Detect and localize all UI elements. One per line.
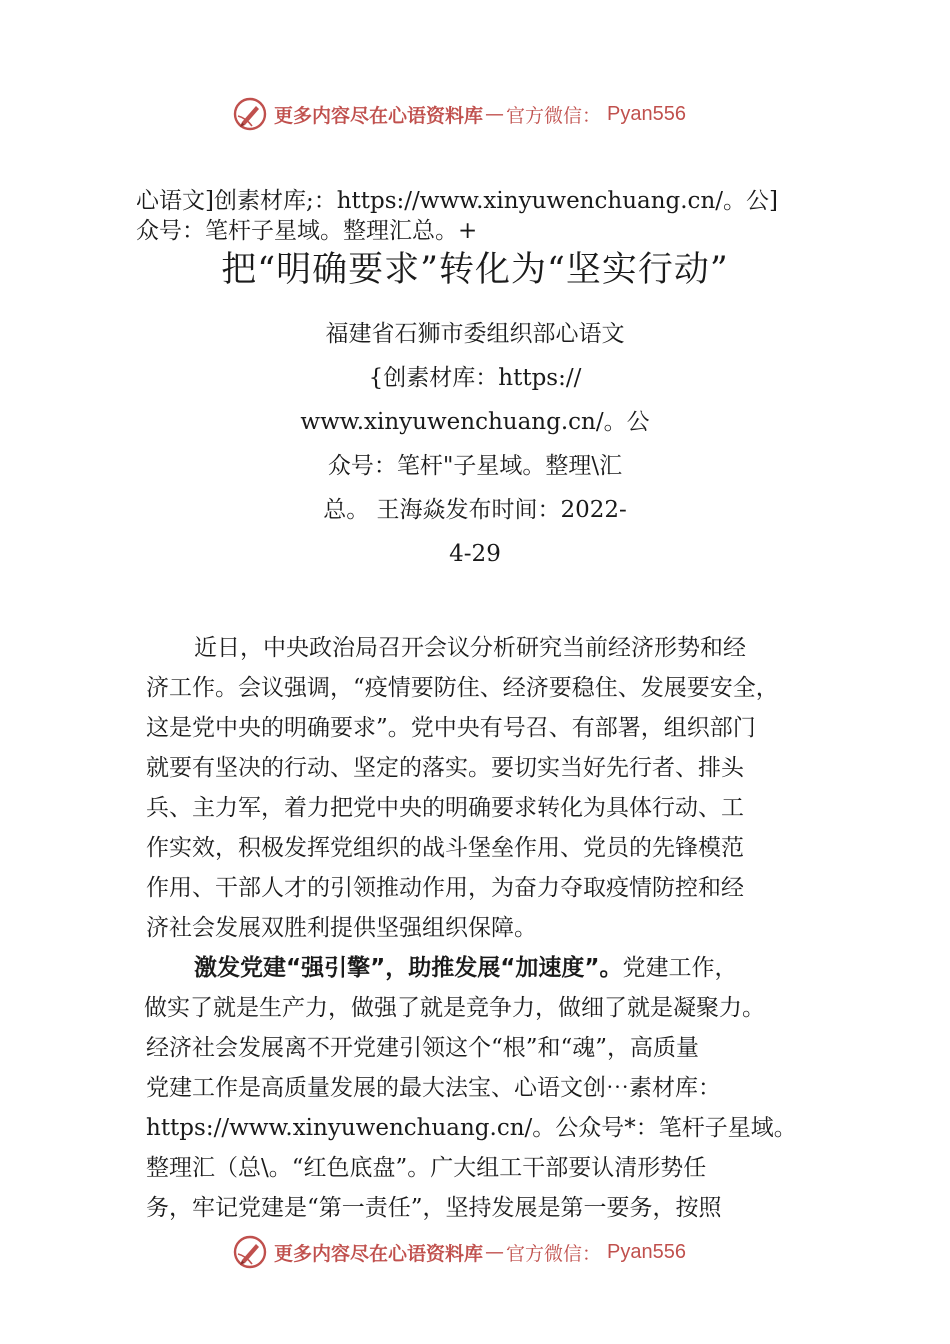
paragraph-2-line: 做实了就是生产力，做强了就是竞争力，做细了就是凝聚力。 [144,995,765,1021]
paragraph-2-heading: 激发党建“强引擎”，助推发展“加速度”。 [194,955,623,981]
paragraph-2-first-rest: 党建工作， [622,955,738,981]
banner-wechat-id: Pyan556 [607,102,686,125]
paragraph-1-line: 济工作。会议强调，“疫情要防住、经济要稳住、发展要安全， [146,675,779,701]
paragraph-1-line: 作实效，积极发挥党组织的战斗堡垒作用、党员的先锋模范 [146,835,744,861]
meta-line: www.xinyuwenchuang.cn/。公 [300,409,650,435]
paragraph-1-line: 就要有坚决的行动、坚定的落实。要切实当好先行者、排头 [146,755,744,781]
meta-line: {创素材库：https:// [368,365,582,391]
paragraph-1-line: 作用、干部人才的引领推动作用，为奋力夺取疫情防控和经 [146,875,744,901]
paragraph-1-line: 这是党中央的明确要求”。党中央有号召、有部署，组织部门 [146,715,756,741]
meta-line: 福建省石狮市委组织部心语文 [325,321,625,347]
paragraph-2-line: 经济社会发展离不开党建引领这个“根”和“魂”，高质量 [146,1035,700,1061]
header-line-2: 众号：笔杆子星域。整理汇总。+ [136,218,478,244]
paragraph-1-line: 近日，中央政治局召开会议分析研究当前经济形势和经 [194,635,746,661]
meta-line: 总。 王海焱发布时间：2022- [323,497,627,523]
banner-separator: — [485,1241,505,1263]
paragraph-2-line: https://www.xinyuwenchuang.cn/。公众号*：笔杆子星域。 [146,1115,797,1141]
meta-line: 众号：笔杆"子星域。整理\汇 [327,453,623,479]
header-line-1: 心语文]创素材库;：https://www.xinyuwenchuang.cn/。公] [136,188,778,214]
banner-main-text: 更多内容尽在心语资料库 [274,104,484,127]
banner-main-text: 更多内容尽在心语资料库 [274,1242,484,1265]
bottom-watermark-banner [232,1232,732,1272]
pen-logo-icon [232,1234,268,1270]
pen-logo-icon [232,96,268,132]
article-meta [300,312,650,576]
paragraph-2-first-line [146,948,826,988]
banner-official-label: 官方微信： [506,1242,602,1265]
paragraph-2-line: 务，牢记党建是“第一责任”，坚持发展是第一要务，按照 [146,1195,722,1221]
banner-separator: — [485,103,505,125]
header-source-note [136,186,836,246]
article-title: 把“明确要求”转化为“坚实行动” [221,250,729,290]
article-body [146,628,826,1228]
banner-wechat-id: Pyan556 [607,1240,686,1263]
paragraph-1-line: 济社会发展双胜利提供坚强组织保障。 [146,915,537,941]
paragraph-2-line: 整理汇（总\。“红色底盘”。广大组工干部要认清形势任 [146,1155,707,1181]
meta-line: 4-29 [449,541,501,567]
paragraph-2-line: 党建工作是高质量发展的最大法宝、心语文创⋯素材库： [146,1075,721,1101]
paragraph-1-line: 兵、主力军，着力把党中央的明确要求转化为具体行动、工 [146,795,744,821]
top-watermark-banner [232,94,732,134]
banner-official-label: 官方微信： [506,104,602,127]
